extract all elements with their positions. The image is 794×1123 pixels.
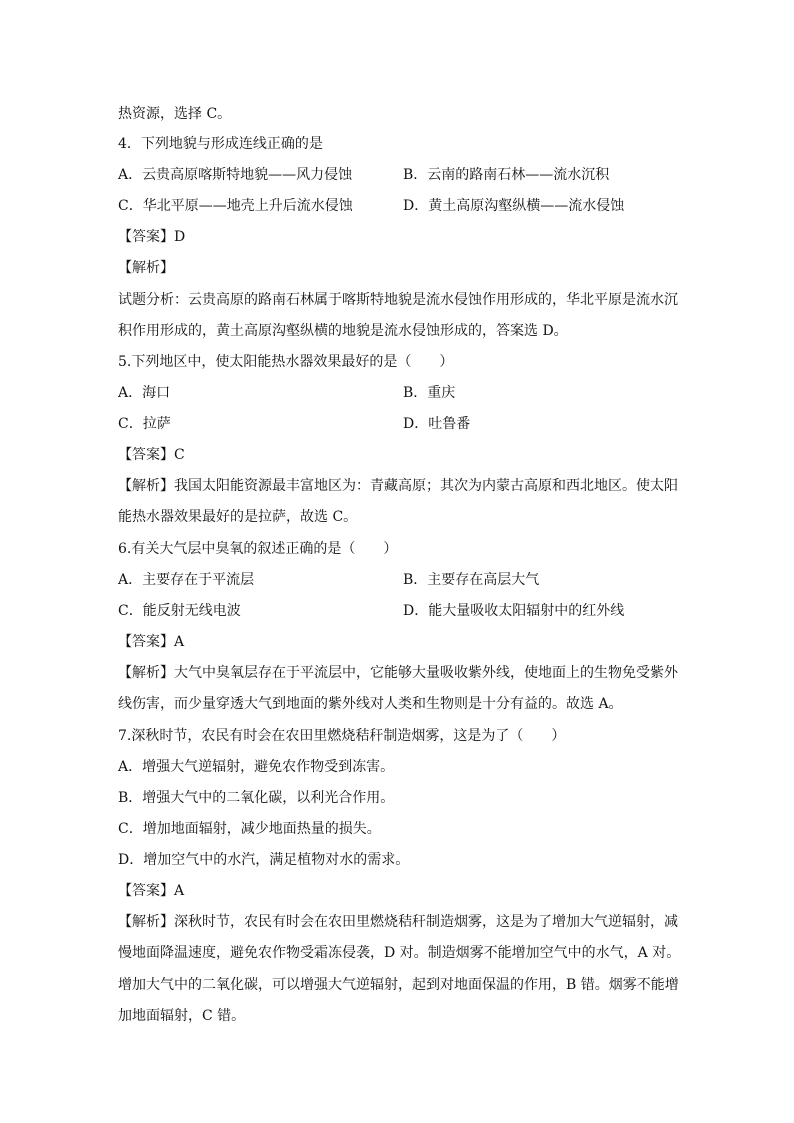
option-b: B．重庆	[403, 385, 456, 401]
option-d: D．增加空气中的水汽，满足植物对水的需求。	[118, 852, 410, 868]
answer-label: 【答案】A	[118, 883, 185, 899]
analysis-text: 试题分析：云贵高原的路南石林属于喀斯特地貌是流水侵蚀作用形成的，华北平原是流水沉	[118, 292, 678, 308]
analysis-text: 【解析】大气中臭氧层存在于平流层中，它能够大量吸收紫外线，使地面上的生物免受紫外	[118, 665, 678, 681]
option-a: A．云贵高原喀斯特地貌——风力侵蚀	[118, 167, 353, 183]
option-a: A．海口	[118, 385, 171, 401]
option-a: A．主要存在于平流层	[118, 572, 255, 588]
option-d: D．黄土高原沟壑纵横——流水侵蚀	[403, 198, 625, 214]
option-b: B．增强大气中的二氧化碳，以利光合作用。	[118, 790, 395, 806]
analysis-text: 慢地面降温速度，避免农作物受霜冻侵袭，D 对。制造烟雾不能增加空气中的水气，A 对。	[118, 945, 681, 961]
option-b: B．主要存在高层大气	[403, 572, 540, 588]
analysis-label: 【解析】	[118, 260, 174, 276]
answer-label: 【答案】A	[118, 634, 185, 650]
option-c: C．拉萨	[118, 416, 171, 432]
analysis-text: 【解析】深秋时节，农民有时会在农田里燃烧秸秆制造烟雾，这是为了增加大气逆辐射，减	[118, 914, 678, 930]
analysis-text: 积作用形成的，黄土高原沟壑纵横的地貌是流水侵蚀形成的，答案选 D。	[118, 323, 568, 339]
option-a: A．增强大气逆辐射，避免农作物受到冻害。	[118, 759, 395, 775]
answer-label: 【答案】D	[118, 229, 186, 245]
analysis-text: 加地面辐射，C 错。	[118, 1008, 246, 1024]
option-d: D．吐鲁番	[403, 416, 471, 432]
option-c: C．能反射无线电波	[118, 603, 241, 619]
question-6: 6.有关大气层中臭氧的叙述正确的是（ ）	[118, 541, 398, 557]
analysis-text: 线伤害，而少量穿透大气到地面的紫外线对人类和生物则是十分有益的。故选 A。	[118, 696, 623, 712]
analysis-text: 增加大气中的二氧化碳，可以增强大气逆辐射，起到对地面保温的作用，B 错。烟雾不能增	[118, 977, 679, 993]
option-c: C．华北平原——地壳上升后流水侵蚀	[118, 198, 353, 214]
analysis-text: 能热水器效果最好的是拉萨，故选 C。	[118, 509, 358, 525]
analysis-text: 【解析】我国太阳能资源最丰富地区为：青藏高原；其次为内蒙古高原和西北地区。使太阳	[118, 478, 678, 494]
answer-label: 【答案】C	[118, 447, 185, 463]
text-line: 热资源，选择 C。	[118, 106, 232, 122]
option-b: B．云南的路南石林——流水沉积	[403, 167, 610, 183]
option-c: C．增加地面辐射，减少地面热量的损失。	[118, 821, 381, 837]
question-4: 4．下列地貌与形成连线正确的是	[118, 136, 323, 152]
option-d: D．能大量吸收太阳辐射中的红外线	[403, 603, 625, 619]
question-5: 5.下列地区中，使太阳能热水器效果最好的是（ ）	[118, 354, 454, 370]
question-7: 7.深秋时节，农民有时会在农田里燃烧秸秆制造烟雾，这是为了（ ）	[118, 728, 566, 744]
